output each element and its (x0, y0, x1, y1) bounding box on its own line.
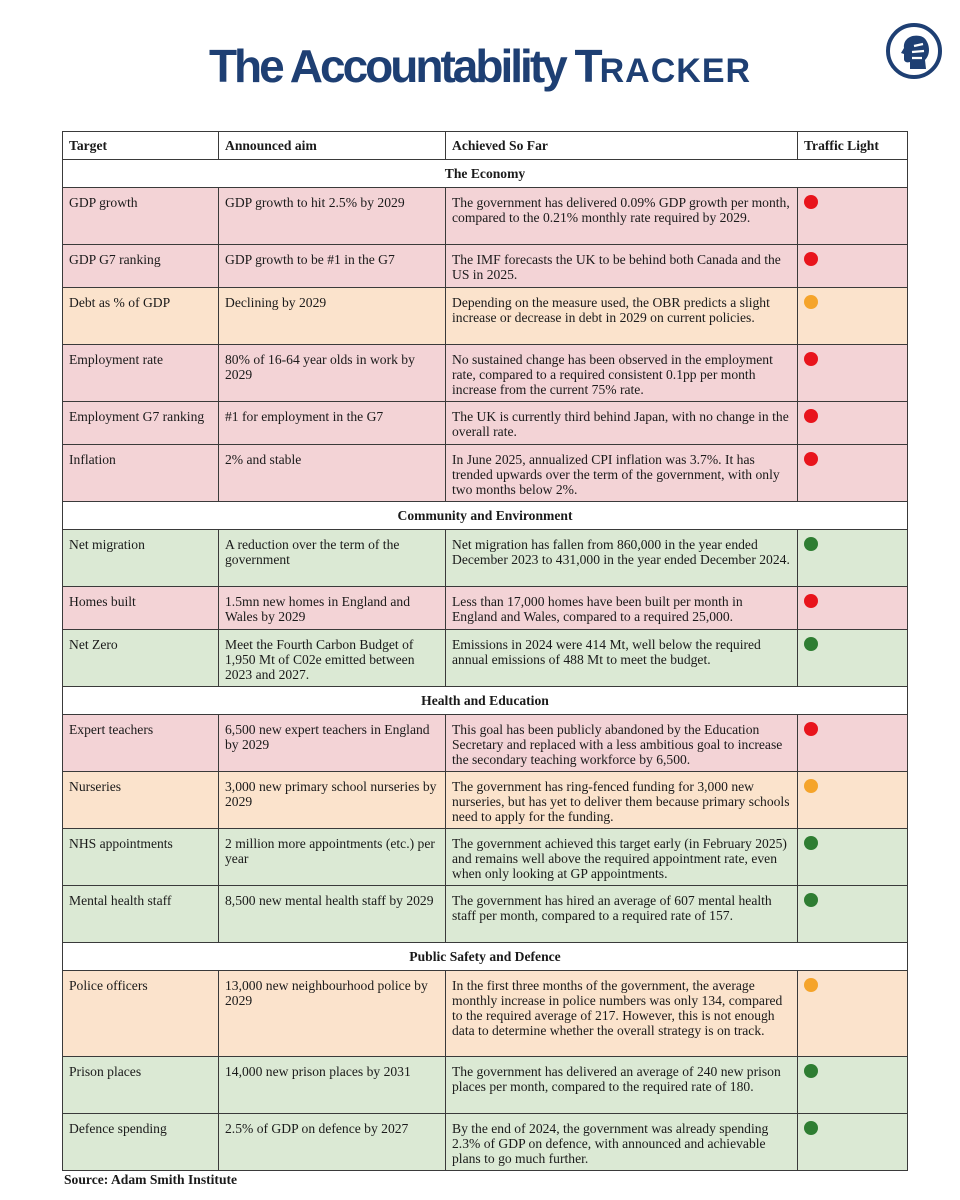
achieved-cell: Emissions in 2024 were 414 Mt, well below the required annual emissions of 488 Mt to meet the budget. (446, 630, 798, 687)
title-t: T (574, 40, 600, 92)
achieved-cell: The IMF forecasts the UK to be behind both Canada and the US in 2025. (446, 245, 798, 288)
aim-cell: 1.5mn new homes in England and Wales by 2029 (219, 587, 446, 630)
table-row (63, 971, 908, 1057)
traffic-light-amber-icon (804, 978, 818, 992)
aim-cell: 2.5% of GDP on defence by 2027 (219, 1114, 446, 1171)
target-cell: Police officers (63, 971, 219, 1057)
aim-cell: 13,000 new neighbourhood police by 2029 (219, 971, 446, 1057)
column-header-achieved: Achieved So Far (446, 132, 798, 160)
header (0, 0, 960, 120)
target-cell: NHS appointments (63, 829, 219, 886)
target-cell: Debt as % of GDP (63, 288, 219, 345)
achieved-cell: Depending on the measure used, the OBR predicts a slight increase or decrease in debt in 2029 on current policies. (446, 288, 798, 345)
target-cell: Mental health staff (63, 886, 219, 943)
traffic-light-red-icon (804, 452, 818, 466)
achieved-cell: In the first three months of the government, the average monthly increase in police numbers was only 134, compared to the required average of 217. However, this is not enough data to determine whether the overall strategy is on track. (446, 971, 798, 1057)
traffic-light-cell (798, 715, 908, 772)
column-header-aim: Announced aim (219, 132, 446, 160)
target-cell: Net Zero (63, 630, 219, 687)
aim-cell: Declining by 2029 (219, 288, 446, 345)
column-header-traffic-light: Traffic Light (798, 132, 908, 160)
achieved-cell: This goal has been publicly abandoned by the Education Secretary and replaced with a less ambitious goal to increase the secondary teaching workforce by 6,500. (446, 715, 798, 772)
table-row (63, 402, 908, 445)
traffic-light-cell (798, 630, 908, 687)
traffic-light-red-icon (804, 252, 818, 266)
traffic-light-cell (798, 1114, 908, 1171)
aim-cell: 8,500 new mental health staff by 2029 (219, 886, 446, 943)
aim-cell: Meet the Fourth Carbon Budget of 1,950 Mt of C02e emitted between 2023 and 2027. (219, 630, 446, 687)
table-row (63, 630, 908, 687)
section-row (63, 943, 908, 971)
aim-cell: 14,000 new prison places by 2031 (219, 1057, 446, 1114)
title-main: The Accountability (208, 40, 575, 92)
target-cell: Inflation (63, 445, 219, 502)
achieved-cell: The government has delivered an average of 240 new prison places per month, compared to the required rate of 180. (446, 1057, 798, 1114)
traffic-light-cell (798, 587, 908, 630)
section-row (63, 687, 908, 715)
table-row (63, 445, 908, 502)
aim-cell: #1 for employment in the G7 (219, 402, 446, 445)
achieved-cell: In June 2025, annualized CPI inflation was 3.7%. It has trended upwards over the term of the government, with only two months below 2%. (446, 445, 798, 502)
achieved-cell: The government has ring-fenced funding for 3,000 new nurseries, but has yet to deliver them because primary schools need to apply for the funding. (446, 772, 798, 829)
table-row (63, 829, 908, 886)
traffic-light-red-icon (804, 195, 818, 209)
title-rest: RACKER (599, 52, 752, 90)
aim-cell: 2% and stable (219, 445, 446, 502)
traffic-light-green-icon (804, 637, 818, 651)
achieved-cell: The government has delivered 0.09% GDP growth per month, compared to the 0.21% monthly rate required by 2029. (446, 188, 798, 245)
page-title (0, 38, 960, 99)
traffic-light-cell (798, 772, 908, 829)
achieved-cell: The government achieved this target early (in February 2025) and remains well above the required appointment rate, even when only looking at GP appointments. (446, 829, 798, 886)
traffic-light-amber-icon (804, 295, 818, 309)
traffic-light-cell (798, 188, 908, 245)
traffic-light-cell (798, 829, 908, 886)
table-row (63, 587, 908, 630)
section-title: Community and Environment (63, 502, 908, 530)
traffic-light-cell (798, 402, 908, 445)
section-title: Public Safety and Defence (63, 943, 908, 971)
traffic-light-green-icon (804, 537, 818, 551)
target-cell: Homes built (63, 587, 219, 630)
traffic-light-green-icon (804, 1121, 818, 1135)
aim-cell: GDP growth to hit 2.5% by 2029 (219, 188, 446, 245)
table-row (63, 715, 908, 772)
table-row (63, 245, 908, 288)
aim-cell: GDP growth to be #1 in the G7 (219, 245, 446, 288)
target-cell: GDP growth (63, 188, 219, 245)
target-cell: Prison places (63, 1057, 219, 1114)
achieved-cell: By the end of 2024, the government was already spending 2.3% of GDP on defence, with announced and achievable plans to go much further. (446, 1114, 798, 1171)
traffic-light-cell (798, 345, 908, 402)
traffic-light-cell (798, 530, 908, 587)
traffic-light-cell (798, 288, 908, 345)
table-row (63, 1057, 908, 1114)
traffic-light-cell (798, 886, 908, 943)
achieved-cell: Less than 17,000 homes have been built per month in England and Wales, compared to a required 25,000. (446, 587, 798, 630)
traffic-light-green-icon (804, 1064, 818, 1078)
table-row (63, 1114, 908, 1171)
achieved-cell: The UK is currently third behind Japan, with no change in the overall rate. (446, 402, 798, 445)
target-cell: Employment rate (63, 345, 219, 402)
section-title: Health and Education (63, 687, 908, 715)
achieved-cell: Net migration has fallen from 860,000 in the year ended December 2023 to 431,000 in the year ended December 2024. (446, 530, 798, 587)
target-cell: Expert teachers (63, 715, 219, 772)
target-cell: Employment G7 ranking (63, 402, 219, 445)
target-cell: GDP G7 ranking (63, 245, 219, 288)
traffic-light-cell (798, 1057, 908, 1114)
table-row (63, 345, 908, 402)
table-row (63, 886, 908, 943)
traffic-light-amber-icon (804, 779, 818, 793)
aim-cell: 3,000 new primary school nurseries by 2029 (219, 772, 446, 829)
section-title: The Economy (63, 160, 908, 188)
table-row (63, 530, 908, 587)
target-cell: Nurseries (63, 772, 219, 829)
accountability-table (62, 131, 908, 1171)
achieved-cell: No sustained change has been observed in the employment rate, compared to a required consistent 0.1pp per month increase from the current 75% rate. (446, 345, 798, 402)
target-cell: Net migration (63, 530, 219, 587)
aim-cell: A reduction over the term of the government (219, 530, 446, 587)
aim-cell: 80% of 16-64 year olds in work by 2029 (219, 345, 446, 402)
traffic-light-red-icon (804, 352, 818, 366)
section-row (63, 160, 908, 188)
column-header-target: Target (63, 132, 219, 160)
traffic-light-green-icon (804, 836, 818, 850)
section-row (63, 502, 908, 530)
traffic-light-cell (798, 445, 908, 502)
aim-cell: 2 million more appointments (etc.) per year (219, 829, 446, 886)
traffic-light-cell (798, 971, 908, 1057)
source-note: Source: Adam Smith Institute (64, 1172, 238, 1187)
traffic-light-green-icon (804, 893, 818, 907)
profile-head-icon (886, 23, 942, 79)
table-row (63, 188, 908, 245)
achieved-cell: The government has hired an average of 607 mental health staff per month, compared to a required rate of 157. (446, 886, 798, 943)
table-header-row (63, 132, 908, 160)
traffic-light-red-icon (804, 594, 818, 608)
table-row (63, 772, 908, 829)
traffic-light-red-icon (804, 409, 818, 423)
table-row (63, 288, 908, 345)
aim-cell: 6,500 new expert teachers in England by 2029 (219, 715, 446, 772)
traffic-light-red-icon (804, 722, 818, 736)
target-cell: Defence spending (63, 1114, 219, 1171)
traffic-light-cell (798, 245, 908, 288)
